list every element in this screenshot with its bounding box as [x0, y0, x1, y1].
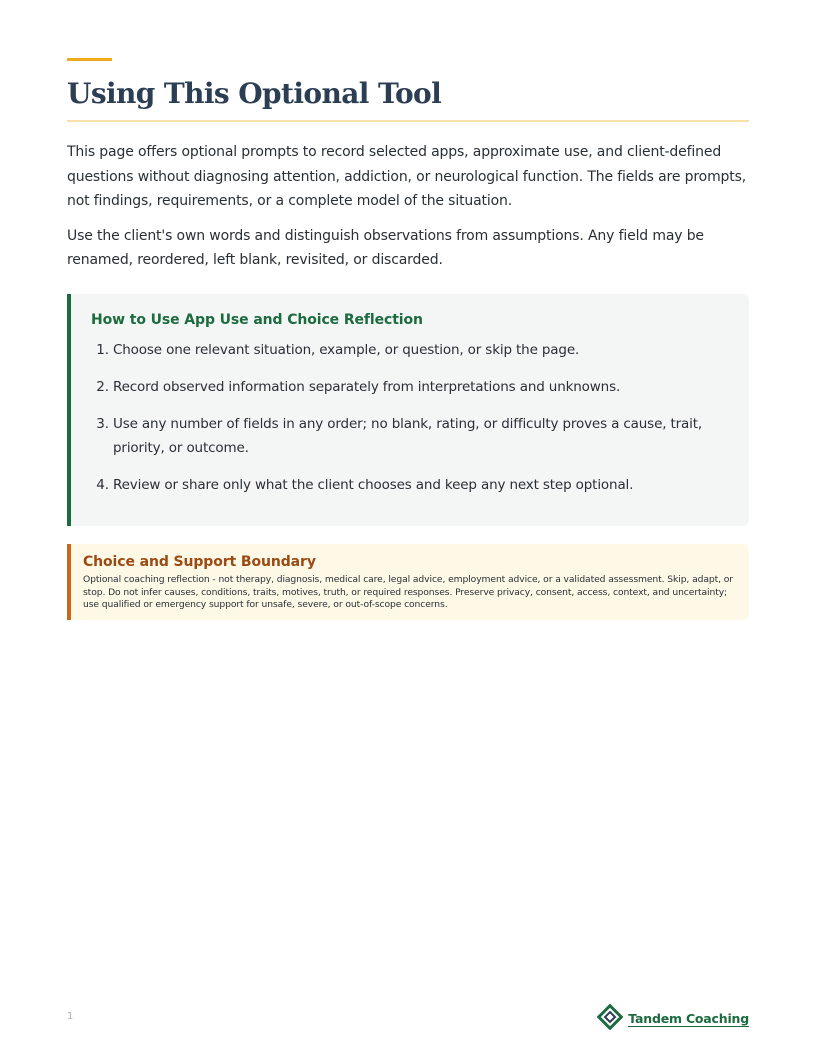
how-to-panel	[67, 294, 749, 526]
how-to-steps	[91, 338, 743, 510]
boundary-heading: Choice and Support Boundary	[83, 554, 316, 570]
intro-paragraph: This page offers optional prompts to record selected apps, approximate use, and client-defined questions without diagnosing attention, addiction, or neurological function. The fields are prompts, not findings, requirements, or a complete model of the situation.	[67, 144, 747, 209]
brand-name: Tandem Coaching	[628, 1010, 749, 1026]
how-to-heading: How to Use App Use and Choice Reflection	[91, 312, 423, 328]
page-title: Using This Optional Tool	[67, 77, 442, 110]
intro-section	[67, 140, 749, 283]
how-to-step: 4. Review or share only what the client chooses and keep any next step optional.	[113, 473, 743, 497]
page-number: 1	[67, 1011, 74, 1022]
how-to-step: 1. Choose one relevant situation, example, or question, or skip the page.	[113, 338, 743, 362]
diamond-logo-icon	[597, 1004, 623, 1034]
how-to-step: 2. Record observed information separately from interpretations and unknowns.	[113, 375, 743, 399]
title-accent-bar	[67, 58, 112, 61]
brand-logo	[597, 1004, 749, 1034]
boundary-text: Optional coaching reflection - not therapy, diagnosis, medical care, legal advice, employment advice, or a validated assessment. Skip, adapt, or stop. Do not infer causes, conditions, traits, motives, truth, or required responses. Preserve privacy, consent, access, context, and uncertainty; use qualified or emergency support for unsafe, severe, or out-of-scope concerns.	[83, 574, 733, 610]
intro-paragraph: Use the client's own words and distinguish observations from assumptions. Any field may be renamed, reordered, left blank, revisited, or discarded.	[67, 227, 704, 268]
support-boundary-callout	[67, 544, 749, 620]
how-to-step: 3. Use any number of fields in any order; no blank, rating, or difficulty proves a cause, trait, priority, or outcome.	[113, 412, 743, 460]
title-divider	[67, 120, 749, 122]
